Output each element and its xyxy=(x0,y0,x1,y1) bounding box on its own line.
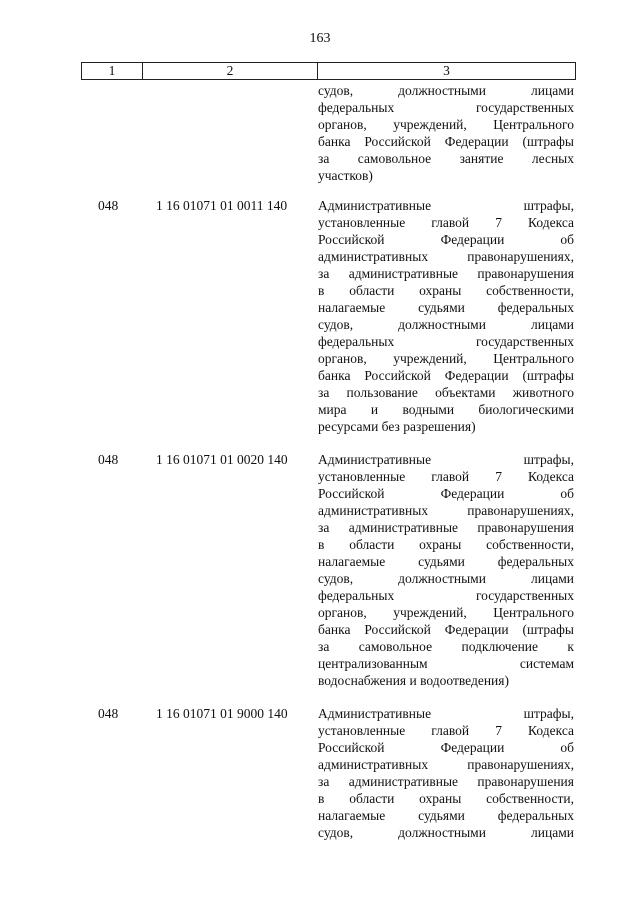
description-line: налагаемые судьями федеральных xyxy=(318,808,574,823)
revenue-description xyxy=(318,451,574,689)
description-line: административных правонарушениях, xyxy=(318,249,574,264)
description-line: ресурсами без разрешения) xyxy=(318,419,476,434)
revenue-description xyxy=(318,82,574,184)
description-line: налагаемые судьями федеральных xyxy=(318,300,574,315)
description-line: налагаемые судьями федеральных xyxy=(318,554,574,569)
description-line: за административные правонарушения xyxy=(318,774,574,789)
administrator-code: 048 xyxy=(98,198,119,213)
description-line: за административные правонарушения xyxy=(318,520,574,535)
description-line: банка Российской Федерации (штрафы xyxy=(318,368,574,383)
description-line: установленные главой 7 Кодекса xyxy=(318,215,574,230)
description-line: судов, должностными лицами xyxy=(318,825,574,840)
description-line: административных правонарушениях, xyxy=(318,757,574,772)
description-line: за пользование объектами животного xyxy=(318,385,574,400)
description-line: органов, учреждений, Центрального xyxy=(318,117,574,132)
description-line: органов, учреждений, Центрального xyxy=(318,605,574,620)
description-line: судов, должностными лицами xyxy=(318,571,574,586)
budget-classification-code: 1 16 01071 01 0020 140 xyxy=(156,452,288,467)
description-line: судов, должностными лицами xyxy=(318,317,574,332)
description-line: установленные главой 7 Кодекса xyxy=(318,723,574,738)
column-number-2: 2 xyxy=(143,63,318,79)
revenue-description xyxy=(318,705,574,841)
description-line: федеральных государственных xyxy=(318,334,574,349)
description-line: установленные главой 7 Кодекса xyxy=(318,469,574,484)
description-line: водоснабжения и водоотведения) xyxy=(318,673,509,688)
description-line: в области охраны собственности, xyxy=(318,791,574,806)
description-line: банка Российской Федерации (штрафы xyxy=(318,134,574,149)
description-line: мира и водными биологическими xyxy=(318,402,574,417)
description-line: Российской Федерации об xyxy=(318,740,574,755)
column-number-1: 1 xyxy=(82,63,143,79)
description-line: за самовольное подключение к xyxy=(318,639,574,654)
description-line: банка Российской Федерации (штрафы xyxy=(318,622,574,637)
page-number: 163 xyxy=(309,31,331,46)
description-line: в области охраны собственности, xyxy=(318,537,574,552)
description-line: судов, должностными лицами xyxy=(318,83,574,98)
budget-classification-code: 1 16 01071 01 9000 140 xyxy=(156,706,288,721)
description-line: Административные штрафы, xyxy=(318,706,574,721)
description-line: в области охраны собственности, xyxy=(318,283,574,298)
description-line: административных правонарушениях, xyxy=(318,503,574,518)
description-line: Российской Федерации об xyxy=(318,486,574,501)
administrator-code: 048 xyxy=(98,706,119,721)
table-column-header xyxy=(81,62,576,80)
column-number-3: 3 xyxy=(443,63,450,78)
revenue-description xyxy=(318,197,574,435)
description-line: за самовольное занятие лесных xyxy=(318,151,574,166)
description-line: централизованным системам xyxy=(318,656,574,671)
description-line: Административные штрафы, xyxy=(318,198,574,213)
description-line: участков) xyxy=(318,168,373,183)
description-line: федеральных государственных xyxy=(318,100,574,115)
description-line: федеральных государственных xyxy=(318,588,574,603)
budget-classification-code: 1 16 01071 01 0011 140 xyxy=(156,198,288,213)
description-line: органов, учреждений, Центрального xyxy=(318,351,574,366)
administrator-code: 048 xyxy=(98,452,119,467)
description-line: Административные штрафы, xyxy=(318,452,574,467)
description-line: за административные правонарушения xyxy=(318,266,574,281)
description-line: Российской Федерации об xyxy=(318,232,574,247)
